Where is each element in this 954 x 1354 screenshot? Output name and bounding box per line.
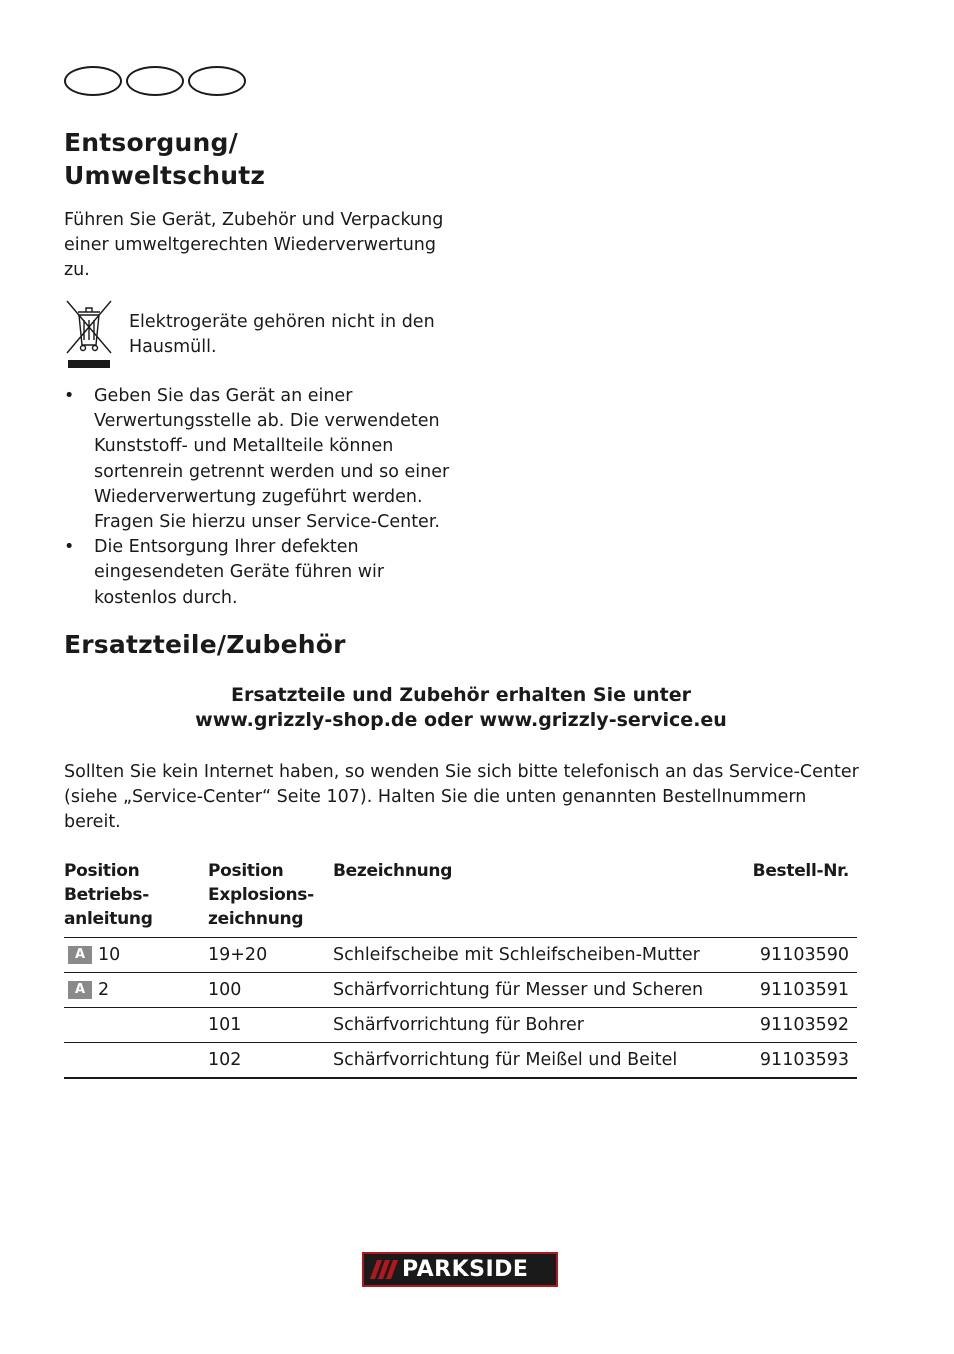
cell-order-no: 91103590 — [713, 938, 857, 973]
table-row — [64, 1043, 857, 1079]
table-row — [64, 973, 857, 1008]
language-oval — [126, 66, 184, 96]
header-pos-manual: Position Betriebs-anleitung — [64, 861, 153, 929]
cell-designation: Schärfvorrichtung für Messer und Scheren — [333, 973, 713, 1008]
table-row — [64, 938, 857, 973]
cell-pos-manual — [64, 938, 208, 973]
language-ovals — [64, 66, 246, 96]
cell-pos-manual — [64, 973, 208, 1008]
figure-badge: A — [68, 946, 92, 964]
disposal-intro: Führen Sie Gerät, Zubehör und Verpackung einer umweltgerechten Wiederverwertung zu. — [64, 210, 444, 281]
cell-pos-exploded: 101 — [208, 1008, 333, 1043]
bullet-text: Geben Sie das Gerät an einer Verwertungsstelle ab. Die verwendeten Kunststoff- und Metallteile können sortenrein getrennt werden und so einer Wiederverwertung zugeführt werden. Fragen Sie hierzu unser Service-Center. — [94, 386, 450, 533]
list-item — [64, 535, 454, 611]
bullet-text: Die Entsorgung Ihrer defekten eingesendeten Geräte führen wir kostenlos durch. — [94, 537, 385, 608]
table-row — [64, 1008, 857, 1043]
header-pos-exploded: Position Explosions-zeichnung — [208, 861, 314, 929]
language-oval — [64, 66, 122, 96]
language-oval — [188, 66, 246, 96]
disposal-bullet-list — [64, 384, 454, 611]
bullet-marker: • — [64, 537, 75, 558]
cell-order-no: 91103592 — [713, 1008, 857, 1043]
pos-manual-value: 2 — [98, 980, 110, 1000]
figure-badge: A — [68, 981, 92, 999]
notice-line: Ersatzteile und Zubehör erhalten Sie unter — [230, 684, 692, 706]
header-designation: Bezeichnung — [333, 861, 453, 881]
bullet-marker: • — [64, 386, 75, 406]
cell-designation: Schärfvorrichtung für Meißel und Beitel — [333, 1043, 713, 1079]
logo-stripes-icon — [364, 1254, 402, 1285]
shop-notice — [64, 683, 858, 733]
section-title-disposal — [64, 126, 364, 192]
service-contact-text: Sollten Sie kein Internet haben, so wenden Sie sich bitte telefonisch an das Service-Center (siehe „Service-Center“ Seite 107). Halten Sie die unten genannten Bestellnummern bereit. — [64, 762, 859, 833]
cell-pos-exploded: 102 — [208, 1043, 333, 1079]
notice-urls: www.grizzly-shop.de oder www.grizzly-service.eu — [195, 709, 727, 731]
brand-name: PARKSIDE — [402, 1257, 529, 1282]
cell-order-no: 91103593 — [713, 1043, 857, 1079]
crossed-out-wheelie-bin-icon — [64, 298, 114, 370]
cell-pos-manual — [64, 1008, 208, 1043]
cell-designation: Schärfvorrichtung für Bohrer — [333, 1008, 713, 1043]
header-order-no: Bestell-Nr. — [752, 861, 849, 881]
cell-order-no: 91103591 — [713, 973, 857, 1008]
cell-pos-exploded: 19+20 — [208, 938, 333, 973]
table-header-row — [64, 859, 857, 938]
pos-manual-value: 10 — [98, 945, 121, 965]
weee-note: Elektrogeräte gehören nicht in den Hausmüll. — [129, 312, 435, 358]
parkside-logo-icon — [362, 1252, 558, 1287]
section-title-text: Entsorgung/ Umweltschutz — [64, 128, 266, 190]
list-item — [64, 384, 454, 535]
cell-pos-manual — [64, 1043, 208, 1079]
spare-parts-table — [64, 859, 857, 1079]
cell-pos-exploded: 100 — [208, 973, 333, 1008]
cell-designation: Schleifscheibe mit Schleifscheiben-Mutter — [333, 938, 713, 973]
section-title-spare-parts: Ersatzteile/Zubehör — [64, 630, 346, 659]
